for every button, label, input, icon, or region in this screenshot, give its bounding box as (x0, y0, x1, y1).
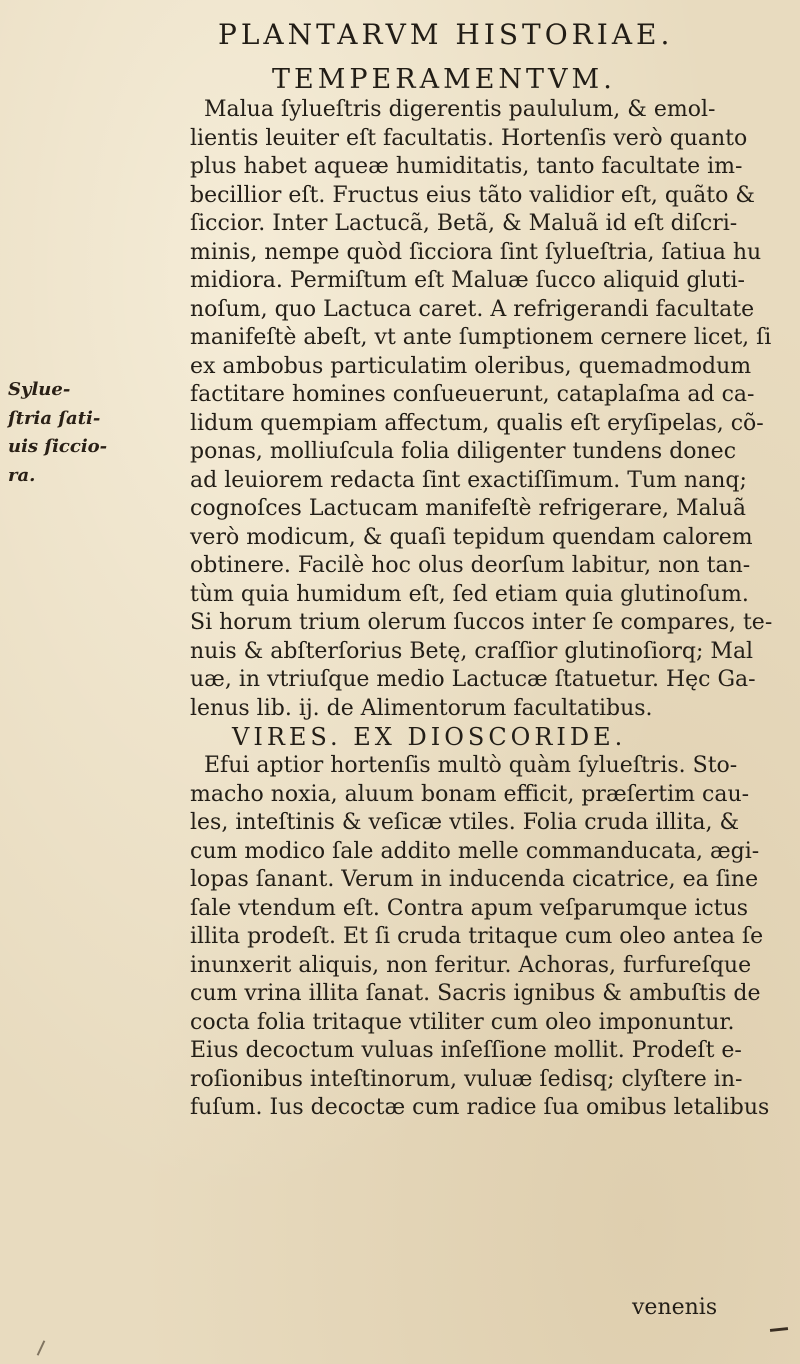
text-line: factitare homines conſueuerunt, cataplaſma ad ca- (190, 382, 755, 407)
text-line: midiora. Permiſtum eſt Maluæ ſucco aliquid gluti- (190, 268, 745, 293)
margin-note-line: Sylue- (8, 379, 71, 400)
text-line: Eius decoctum vuluas inſeſſione mollit. Prodeſt e- (190, 1038, 742, 1063)
text-line: Malua ſylueſtris digerentis paululum, & emol- (204, 97, 716, 122)
text-line: ſiccior. Inter Lactucã, Betã, & Maluã id eſt diſcri- (190, 211, 738, 236)
text-line: ponas, molliuſcula folia diligenter tundens donec (190, 439, 737, 464)
margin-note-line: uis ſiccio- (8, 436, 108, 457)
text-line: ad leuiorem redacta ſint exactiſſimum. Tum nanq; (190, 467, 747, 493)
text-line: nuis & abſterſorius Betę, craſſior glutinoſiorq; Mal (190, 638, 754, 664)
text-line: minis, nempe quòd ſicciora ſint ſylueſtria, ſatiua hu (190, 239, 762, 265)
ink-mark (37, 1340, 46, 1355)
text-line: macho noxia, aluum bonam efficit, præſertim cau- (190, 781, 750, 807)
text-line: lidum quempiam affectum, qualis eſt eryſipelas, cõ- (190, 410, 764, 436)
text-line: roſionibus inteſtinorum, vuluæ ſedisq; clyſtere in- (190, 1066, 743, 1092)
text-line: Si horum trium olerum ſuccos inter ſe compares, te- (190, 610, 773, 635)
text-line: manifeſtè abeſt, vt ante ſumptionem cernere licet, ſi (190, 325, 772, 350)
text-line: lenus lib. ij. de Alimentorum facultatibus. (190, 695, 653, 721)
text-line: obtinere. Facilè hoc olus deorſum labitur, non tan- (190, 553, 751, 578)
running-title: PLANTARVM HISTORIAE. (218, 18, 674, 51)
text-line: cognoſces Lactucam manifeſtè refrigerare, Maluã (190, 496, 746, 521)
text-line: fuſum. Ius decoctæ cum radice ſua omibus letalibus (190, 1095, 770, 1120)
ink-mark (770, 1327, 788, 1332)
text-line: ſale vtendum eſt. Contra apum veſparumque ictus (190, 895, 749, 921)
text-line: lopas ſanant. Verum in inducenda cicatrice, ea ſine (190, 867, 759, 892)
text-line: noſum, quo Lactuca caret. A refrigerandi facultate (190, 296, 755, 322)
text-line: cocta folia tritaque vtiliter cum oleo imponuntur. (190, 1009, 735, 1035)
body-text (190, 96, 773, 1123)
text-line: illita prodeſt. Et ſi cruda tritaque cum oleo antea ſe (190, 924, 764, 949)
text-line: tùm quia humidum eſt, ſed etiam quia glutinoſum. (190, 581, 749, 607)
text-line: cum vrina illita ſanat. Sacris ignibus & ambuſtis de (190, 981, 761, 1006)
text-line: becillior eſt. Fructus eius tãto validior eſt, quãto & (190, 182, 755, 208)
catchword: venenis (632, 1295, 718, 1320)
text-line: plus habet aqueæ humiditatis, tanto facultate im- (190, 154, 743, 179)
text-line: uæ, in vtriuſque medio Lactucæ ſtatuetur. Hęc Ga- (190, 667, 756, 692)
section-heading: TEMPERAMENTVM. (272, 64, 616, 95)
text-line: inunxerit aliquis, non feritur. Achoras, furfureſque (190, 952, 752, 978)
margin-note-line: ra. (8, 464, 36, 486)
text-line: verò modicum, & quaſi tepidum quendam calorem (190, 524, 753, 550)
subheading-vires: VIRES. EX DIOSCORIDE. (232, 723, 627, 751)
text-line: les, inteſtinis & veſicæ vtiles. Folia cruda illita, & (190, 810, 740, 835)
text-line: ex ambobus particulatim oleribus, quemadmodum (190, 353, 752, 379)
text-line: lientis leuiter eſt facultatis. Hortenſis verò quanto (190, 125, 748, 151)
text-line: Efui aptior hortenſis multò quàm ſylueſtris. Sto- (204, 753, 738, 778)
margin-note-line: ſtria ſati- (8, 407, 101, 429)
margin-note (8, 376, 108, 490)
text-line: cum modico ſale addito melle commanducata, ægi- (190, 838, 760, 864)
